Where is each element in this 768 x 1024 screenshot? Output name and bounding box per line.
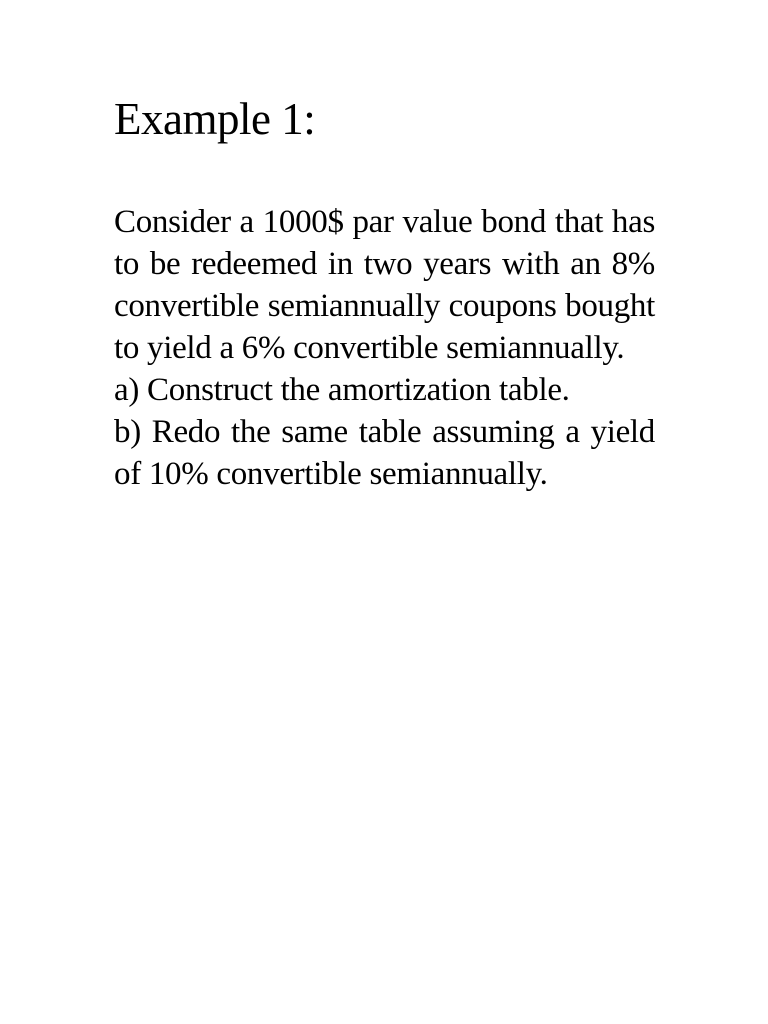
page-title: Example 1: [114, 94, 316, 144]
problem-paragraph: Consider a 1000$ par value bond that has to be redeemed in two years with an 8% convertible semiannually coupons bought to yield a 6% convertible semiannually. [114, 204, 655, 366]
part-b-instruction: b) Redo the same table assuming a yield of 10% convertible semiannually. [114, 414, 655, 492]
problem-statement [114, 201, 655, 495]
part-a-instruction: a) Construct the amortization table. [114, 372, 570, 408]
